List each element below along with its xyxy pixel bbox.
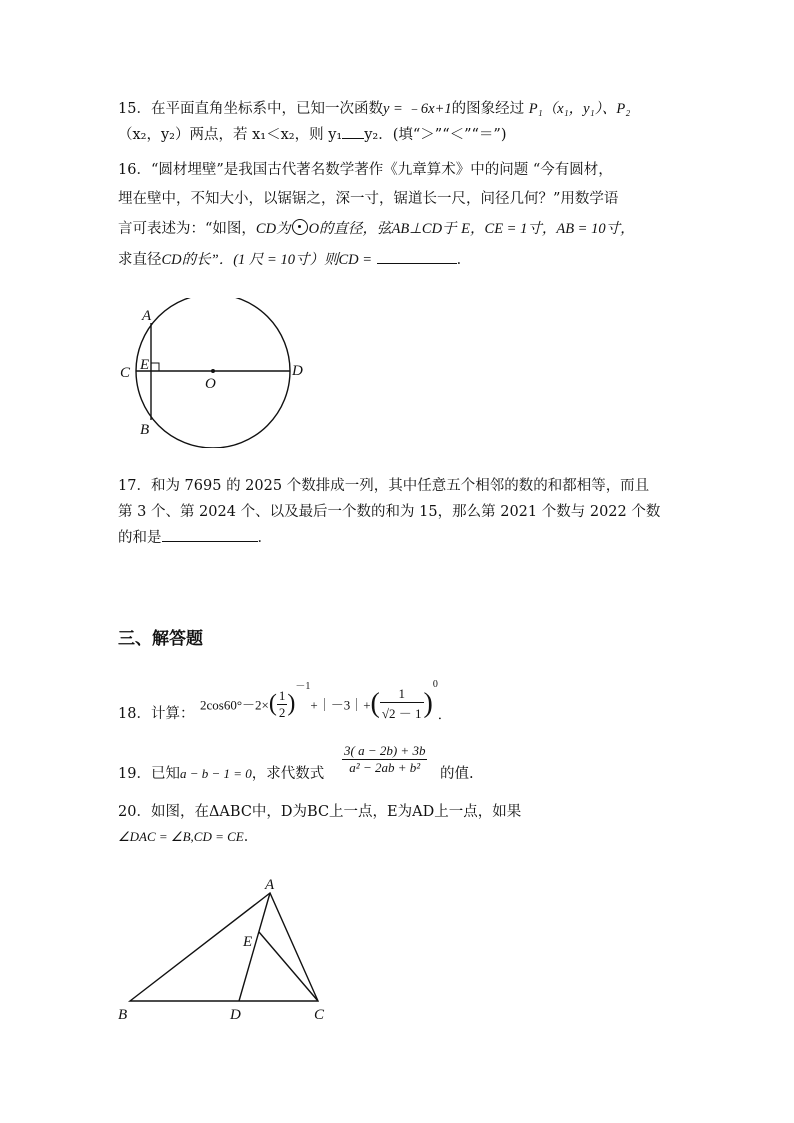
label-c: C xyxy=(314,1007,325,1023)
triangle-abc xyxy=(130,893,318,1001)
q20-line1: 20．如图，在ΔABC中，D为BC上一点，E为AD上一点，如果 xyxy=(118,804,522,820)
label-b: B xyxy=(118,1007,128,1023)
q15-answer-blank[interactable] xyxy=(342,124,364,139)
q16-circle-figure xyxy=(112,298,312,448)
q16-line4: 求直径CD的长”．(1 尺 = 10寸）则CD = ． xyxy=(118,249,471,270)
label-e: E xyxy=(140,357,150,373)
q16-line2: 埋在壁中，不知大小，以锯锯之，深一寸，锯道长一尺，问径几何？”用数学语 xyxy=(118,191,619,207)
q18-expression: 2cos60°－2×( $\frac{1}{2}$ )$^{-1}$+｜－3｜+( $\frac{1}{√2 - 1}$ )$^0$． xyxy=(200,679,451,722)
center-point xyxy=(211,369,215,373)
label-o: O xyxy=(205,376,216,392)
q17-answer-blank[interactable] xyxy=(162,527,258,542)
label-a: A xyxy=(265,877,275,893)
label-e: E xyxy=(243,934,253,950)
segment-ec xyxy=(259,932,318,1001)
q17-line1: 17．和为 7695 的 2025 个数排成一列，其中任意五个相邻的数的和都相等，而且 xyxy=(118,478,650,494)
q15-line1: 15．在平面直角坐标系中，已知一次函数y = ﹣6x+1的图象经过 P₁（x₁，y₁）、P₂ xyxy=(118,101,631,117)
q17-line2: 第 3 个、第 2024 个、以及最后一个数的和为 15，那么第 2021 个数与 2022 个数 xyxy=(118,504,661,520)
q20-line2: ∠DAC = ∠B,CD = CE． xyxy=(118,829,259,845)
q20-triangle-figure xyxy=(112,873,342,1023)
label-d: D xyxy=(292,363,303,379)
label-a: A xyxy=(142,308,152,324)
q16-answer-blank[interactable] xyxy=(377,249,457,264)
q18-prefix: 18．计算： xyxy=(118,706,195,722)
q19-end: 的值. xyxy=(440,766,474,782)
circle-dot-icon xyxy=(292,219,308,235)
label-c: C xyxy=(120,365,131,381)
q18-half-fraction: $\frac{1}{2}$ xyxy=(278,687,286,720)
q17-line3: 的和是 ． xyxy=(118,527,272,548)
q16-line3: 言可表述为：“如图，CD为 O的直径，弦AB⊥CD于 E，CE = 1寸，AB = 10寸， xyxy=(118,221,635,237)
q19-line: 19．已知a − b − 1 = 0，求代数式 xyxy=(118,766,325,782)
right-angle-mark xyxy=(151,363,159,371)
label-b: B xyxy=(140,422,150,438)
q18-sqrt-fraction: $\frac{1}{√2 - 1}$ xyxy=(381,686,422,722)
q15-line2: （x₂，y₂）两点，若 x₁＜x₂，则 y₁ y₂．(填“＞”“＜”“＝”) xyxy=(118,124,507,145)
q19-fraction: $\frac{3( a - 2b) + 3b}{\text{a² − 2ab + b²}}$ xyxy=(344,743,426,775)
section-3-title: 三、解答题 xyxy=(118,629,203,649)
label-d: D xyxy=(230,1007,241,1023)
q16-line1: 16．“圆材埋壁”是我国古代著名数学著作《九章算术》中的问题 “今有圆材， xyxy=(118,162,613,178)
